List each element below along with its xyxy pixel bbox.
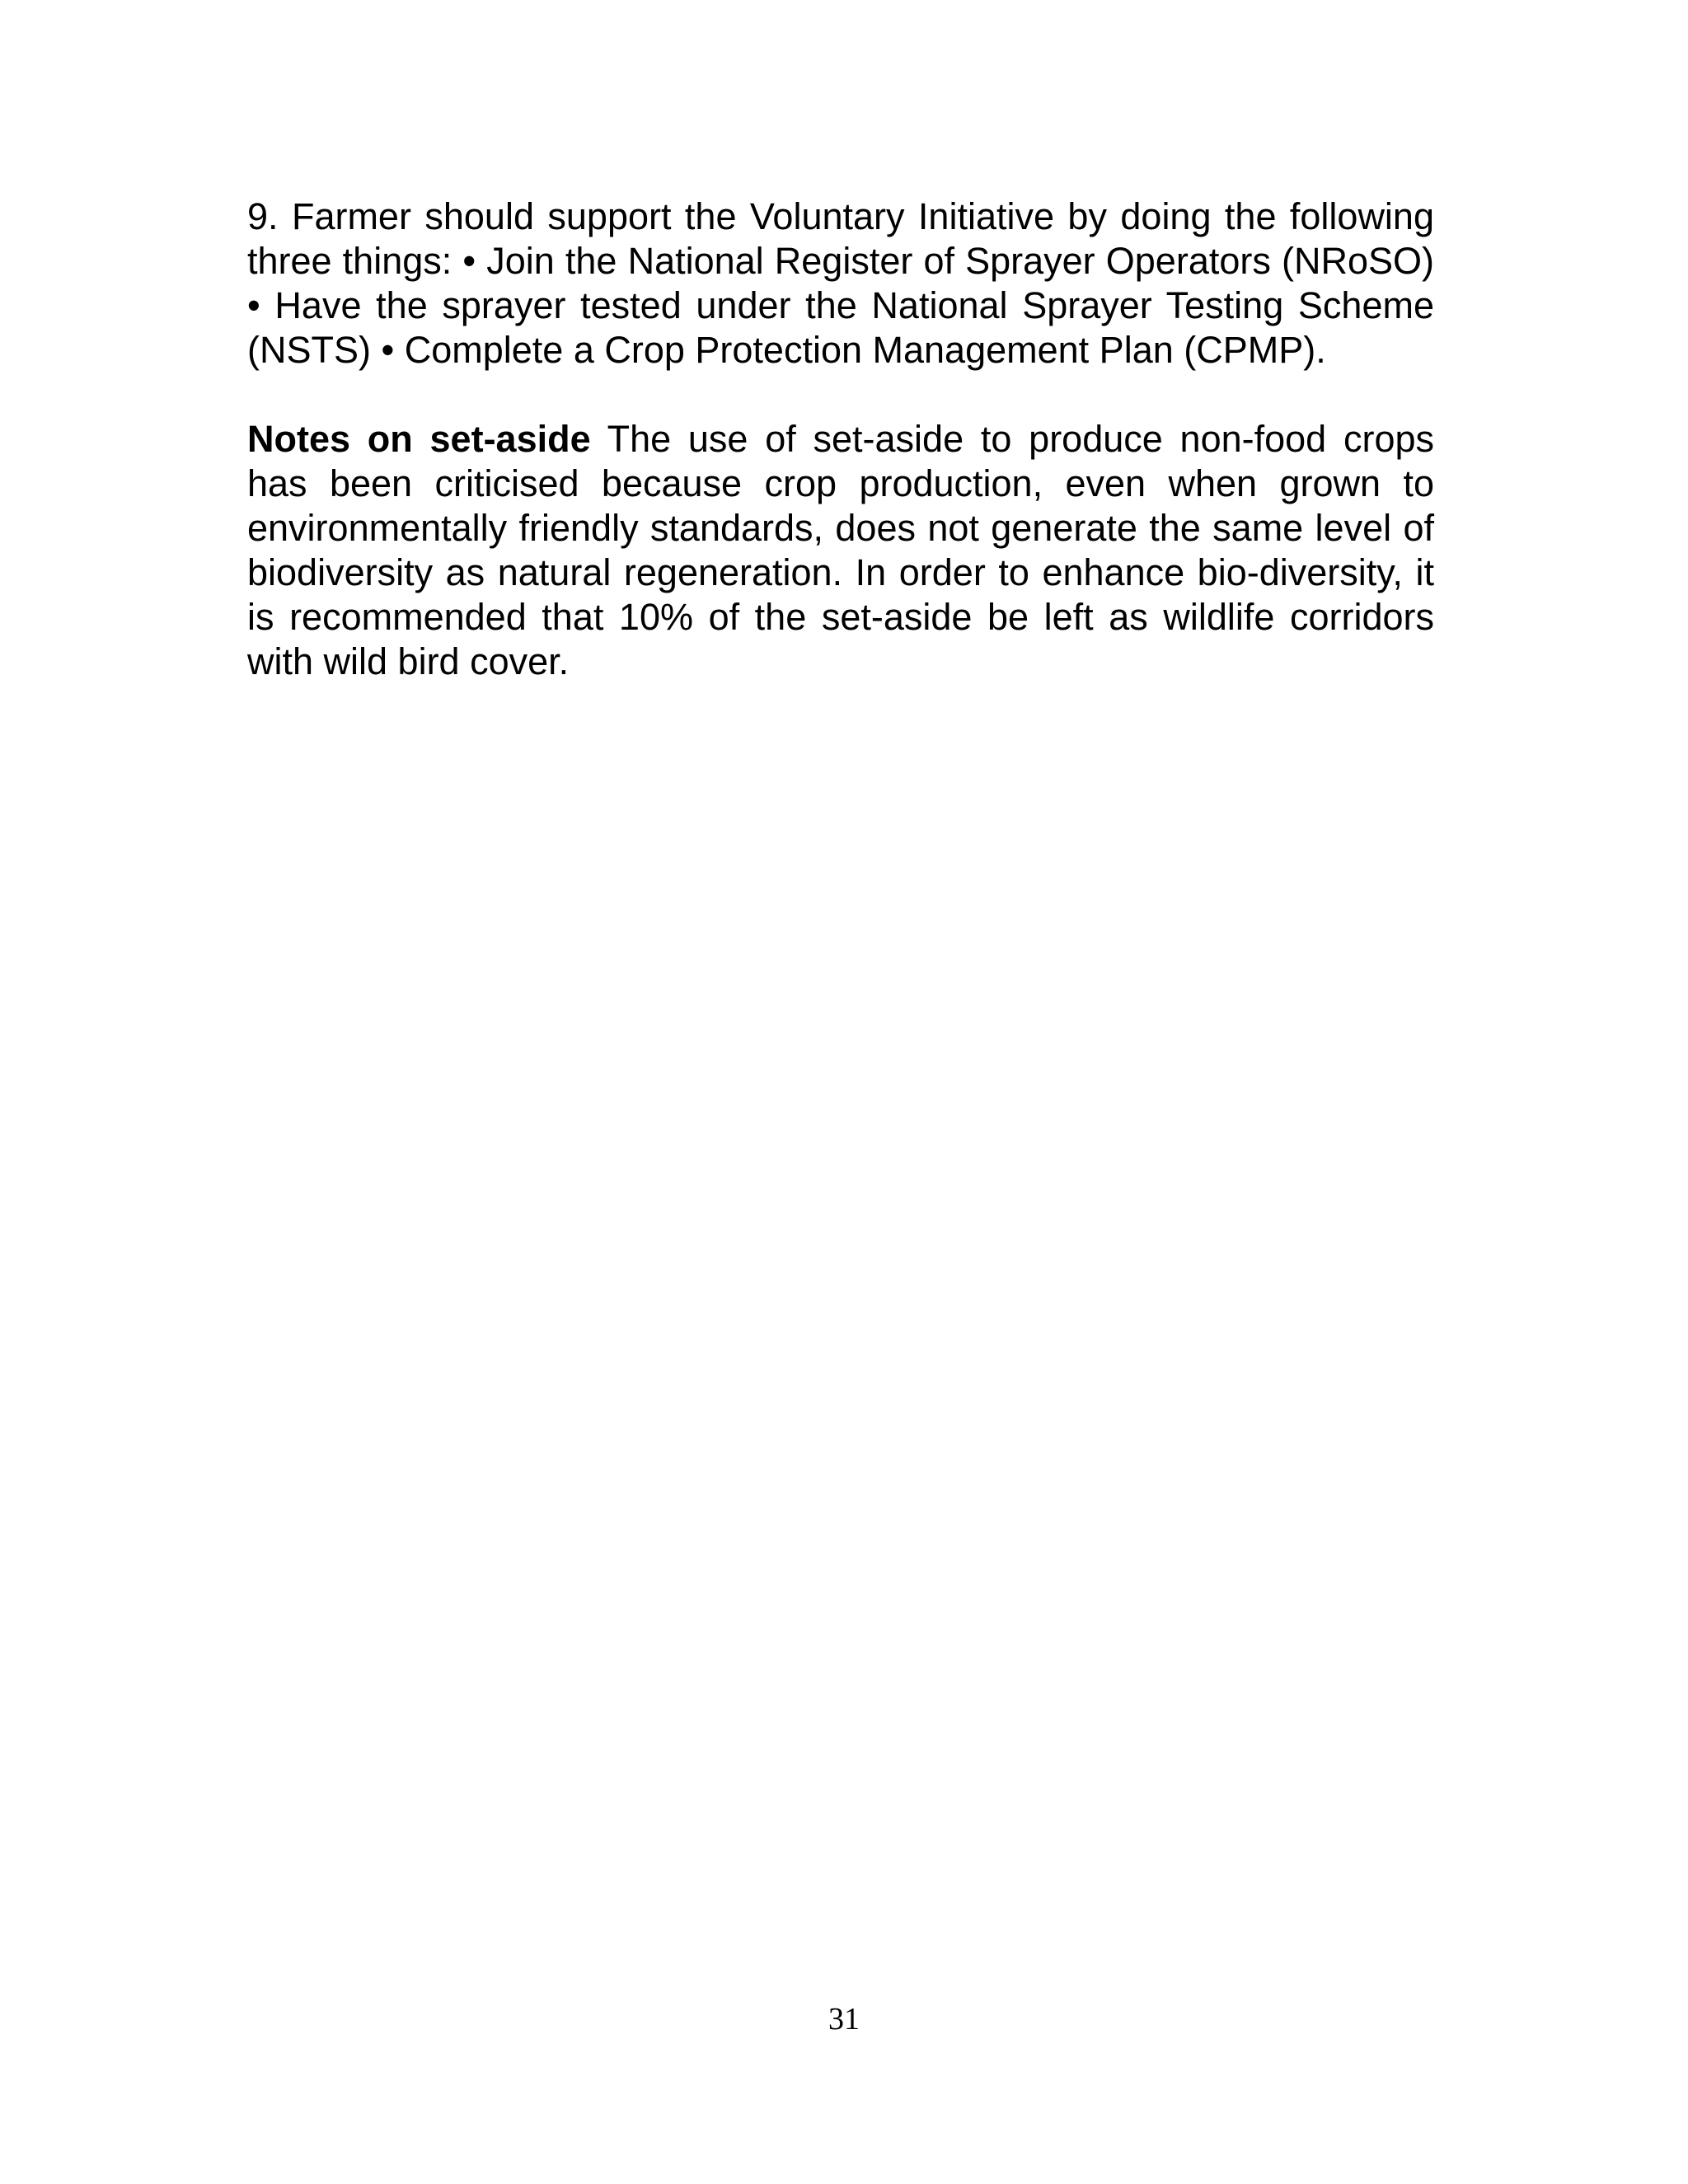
page-number: 31 <box>828 2002 860 2036</box>
page-body <box>247 194 1434 684</box>
set-aside-text: The use of set-aside to produce non-food crops has been criticised because crop production, even when grown to environmentally friendly standards, does not generate the same level of biodiversity as natural regeneration. In order to enhance bio-diversity, it is recommended that 10% of the set-aside be left as wildlife corridors with wild bird cover. <box>247 418 1435 682</box>
paragraph-voluntary-initiative: 9. Farmer should support the Voluntary Initiative by doing the following three things: • Join the National Register of Sprayer Operators (NRoSO) • Have the sprayer tested under the National Sprayer Testing Scheme (NSTS) • Complete a Crop Protection Management Plan (CPMP). <box>247 195 1434 371</box>
set-aside-heading: Notes on set-aside <box>247 418 591 460</box>
paragraph-set-aside-notes <box>247 417 1434 684</box>
